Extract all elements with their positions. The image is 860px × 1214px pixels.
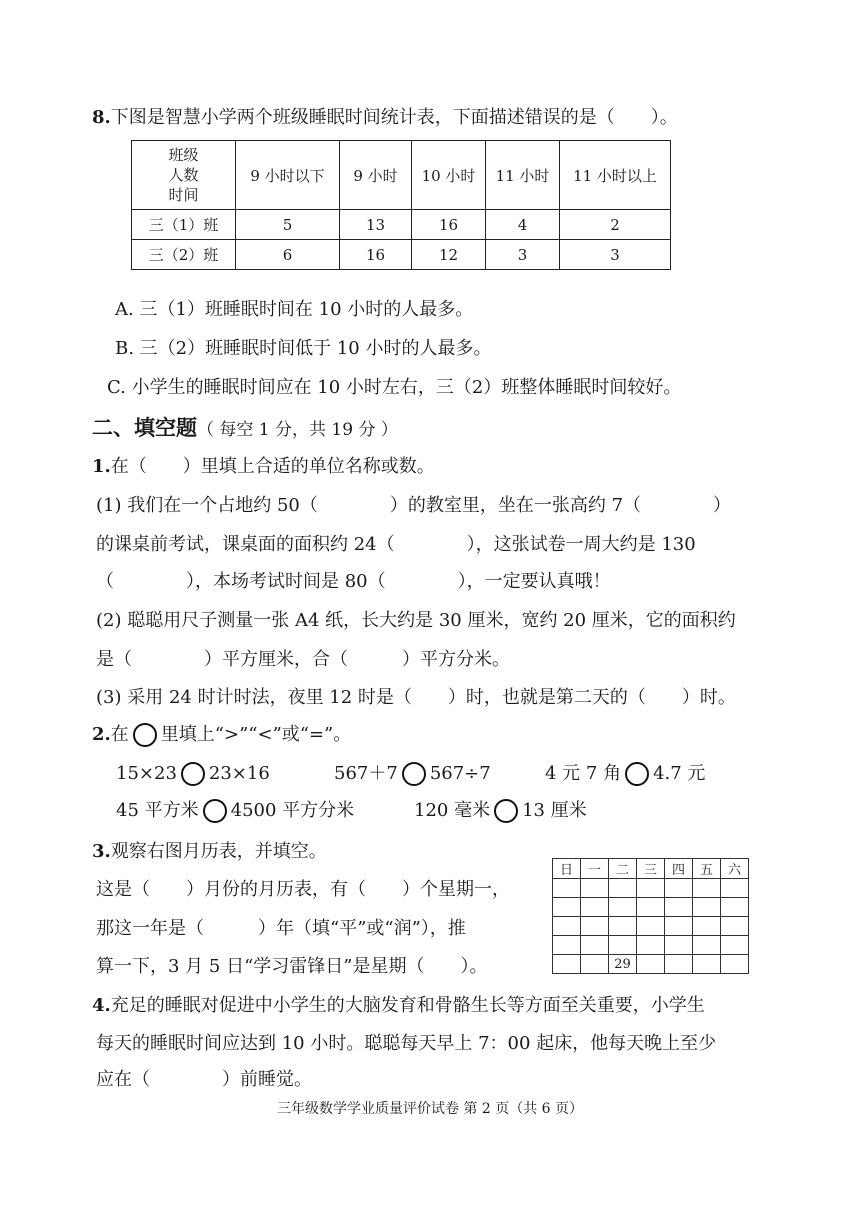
q3-number: 3.	[92, 841, 111, 862]
q1-number: 1.	[92, 456, 111, 477]
compare-left: 45 平方米	[116, 800, 199, 821]
q4-number: 4.	[92, 995, 111, 1016]
table-cell: 4	[486, 210, 560, 240]
compare-circle-icon[interactable]	[494, 799, 518, 823]
compare-item	[116, 762, 270, 786]
q8-option-c: C. 小学生的睡眠时间应在 10 小时左右，三（2）班整体睡眠时间较好。	[107, 377, 682, 398]
compare-right: 4500 平方分米	[230, 800, 355, 821]
q1-text: 在（ ）里填上合适的单位名称或数。	[110, 456, 435, 477]
compare-circle-icon[interactable]	[181, 762, 205, 786]
table-cell: 16	[340, 240, 412, 270]
table-cell: 2	[560, 210, 671, 240]
q2-number: 2.	[92, 724, 111, 745]
compare-circle-icon[interactable]	[625, 762, 649, 786]
compare-circle-icon	[133, 723, 157, 747]
section-note: （ 每空 1 分，共 19 分 ）	[197, 420, 398, 440]
compare-circle-icon[interactable]	[402, 762, 426, 786]
weekday-header: 二	[609, 859, 637, 879]
q1-part1-line3: （ ），本场考试时间是 80（ ），一定要认真哦！	[96, 571, 611, 592]
table-header-cell: 9 小时以下	[236, 141, 340, 210]
calendar-week-row	[553, 898, 749, 917]
calendar-week-row	[553, 917, 749, 936]
q8-prompt	[92, 106, 678, 130]
calendar-week-row	[553, 955, 749, 974]
compare-right: 567÷7	[429, 763, 491, 784]
row-label: 三（1）班	[132, 210, 236, 240]
section-title: 二、填空题	[92, 415, 197, 440]
row-label: 三（2）班	[132, 240, 236, 270]
compare-item	[116, 799, 354, 823]
table-cell: 3	[486, 240, 560, 270]
section-heading	[92, 414, 398, 444]
compare-left: 567＋7	[334, 763, 398, 784]
compare-left: 120 毫米	[414, 800, 491, 821]
table-header-cell: 10 小时	[412, 141, 486, 210]
compare-item	[334, 762, 491, 786]
q8-option-b: B. 三（2）班睡眠时间低于 10 小时的人最多。	[115, 338, 492, 359]
compare-item	[545, 762, 705, 786]
q1-part2-line1: (2) 聪聪用尺子测量一张 A4 纸，长大约是 30 厘米，宽约 20 厘米，它的面积约	[96, 610, 736, 631]
q1-part1-line2: 的课桌前考试，课桌面的面积约 24（ ），这张试卷一周大约是 130	[96, 534, 696, 555]
q1-part1-line1: (1) 我们在一个占地约 50（ ）的教室里，坐在一张高约 7（ ）	[96, 495, 732, 516]
q2-text-before: 在	[110, 724, 129, 745]
q3-line2: 那这一年是（ ）年（填“平”或“润”），推	[96, 918, 466, 939]
q2-prompt	[92, 723, 351, 747]
table-row	[132, 210, 671, 240]
q3-line1: 这是（ ）月份的月历表，有（ ）个星期一，	[96, 879, 510, 900]
weekday-header: 一	[581, 859, 609, 879]
q1-prompt	[92, 455, 435, 479]
table-cell: 5	[236, 210, 340, 240]
table-header-cell: 11 小时以上	[560, 141, 671, 210]
corner-label-class: 班级	[168, 146, 199, 164]
q4-line3: 应在（ ）前睡觉。	[96, 1069, 312, 1090]
table-cell: 12	[412, 240, 486, 270]
compare-item	[414, 799, 587, 823]
table-cell: 6	[236, 240, 340, 270]
weekday-header: 三	[637, 859, 665, 879]
table-corner-cell	[132, 141, 236, 210]
compare-circle-icon[interactable]	[203, 799, 227, 823]
compare-left: 15×23	[116, 763, 177, 784]
corner-label-time: 时间	[168, 186, 199, 204]
q2-text-after: 里填上“>”“<”或“=”。	[160, 724, 352, 745]
q3-text: 观察右图月历表，并填空。	[110, 841, 327, 862]
corner-label-count: 人数	[168, 166, 199, 184]
q1-part3-line1: (3) 采用 24 时计时法，夜里 12 时是（ ）时，也就是第二天的（ ）时。	[96, 687, 736, 708]
weekday-header: 四	[665, 859, 693, 879]
table-row	[132, 240, 671, 270]
q3-prompt	[92, 840, 327, 864]
calendar-header-row	[553, 859, 749, 879]
table-cell: 3	[560, 240, 671, 270]
calendar-week-row	[553, 879, 749, 898]
q4-line2: 每天的睡眠时间应达到 10 小时。聪聪每天早上 7：00 起床，他每天晚上至少	[96, 1033, 717, 1054]
sleep-time-table	[131, 140, 671, 270]
compare-right: 23×16	[208, 763, 270, 784]
page-footer: 三年级数学学业质量评价试卷 第 2 页（共 6 页）	[276, 1101, 584, 1117]
table-cell: 13	[340, 210, 412, 240]
compare-left: 4 元 7 角	[545, 763, 622, 784]
weekday-header: 五	[693, 859, 721, 879]
compare-right: 4.7 元	[653, 763, 706, 784]
q8-text: 下图是智慧小学两个班级睡眠时间统计表，下面描述错误的是（ ）。	[110, 107, 678, 128]
weekday-header: 六	[721, 859, 749, 879]
q8-option-a: A. 三（1）班睡眠时间在 10 小时的人最多。	[115, 299, 474, 320]
q3-line3: 算一下，3 月 5 日“学习雷锋日”是星期（ ）。	[96, 956, 488, 977]
q4-text: 充足的睡眠对促进中小学生的大脑发育和骨骼生长等方面至关重要，小学生	[110, 995, 705, 1016]
table-cell: 16	[412, 210, 486, 240]
table-header-cell: 11 小时	[486, 141, 560, 210]
calendar-day: 29	[609, 955, 637, 974]
q4-line1	[92, 994, 705, 1018]
q1-part2-line2: 是（ ）平方厘米，合（ ）平方分米。	[96, 649, 510, 670]
weekday-header: 日	[553, 859, 581, 879]
table-header-cell: 9 小时	[340, 141, 412, 210]
compare-right: 13 厘米	[522, 800, 587, 821]
calendar-week-row	[553, 936, 749, 955]
q8-number: 8.	[92, 107, 111, 128]
month-calendar	[552, 858, 749, 974]
